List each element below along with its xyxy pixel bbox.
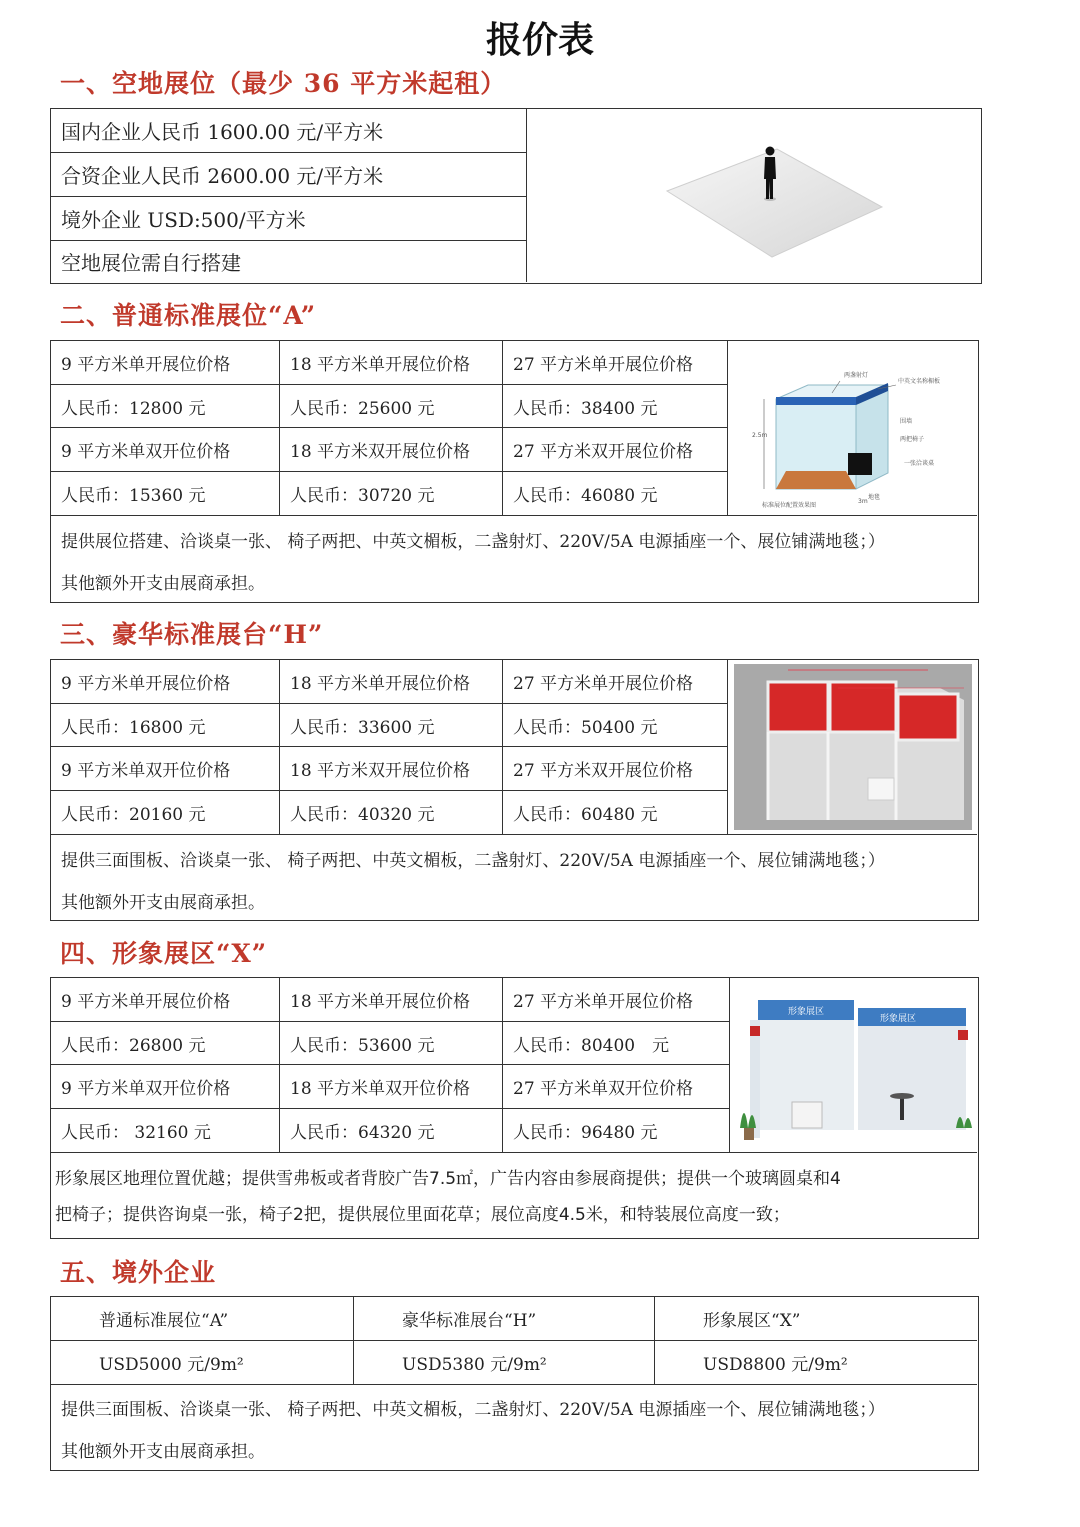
s4-cell: 9 平方米单双开位价格 bbox=[51, 1065, 280, 1109]
s3-cell: 人民币：16800 元 bbox=[51, 704, 280, 747]
s1-row-domestic: 国内企业人民币 1600.00 元/平方米 bbox=[51, 109, 527, 153]
s3-cell: 人民币：50400 元 bbox=[503, 704, 728, 747]
s2-cell: 9 平方米单双开位价格 bbox=[51, 428, 280, 472]
s2-cell: 人民币：30720 元 bbox=[280, 472, 503, 516]
s4-cell: 18 平方米单双开位价格 bbox=[280, 1065, 503, 1109]
s2-note-line1: 提供展位搭建、洽谈桌一张、 椅子两把、中英文楣板，二盏射灯、220V/5A 电源插座一个、展位铺满地毯；） bbox=[61, 532, 885, 552]
s2-cell: 18 平方米单开展位价格 bbox=[280, 341, 503, 385]
s4-cell: 9 平方米单开展位价格 bbox=[51, 978, 280, 1022]
s5-price-a: USD5000 元/9m² bbox=[51, 1341, 354, 1385]
s4-cell: 27 平方米单开展位价格 bbox=[503, 978, 730, 1022]
section-5-table bbox=[50, 1296, 979, 1471]
s5-price-x: USD8800 元/9m² bbox=[655, 1341, 977, 1385]
s2-cell: 人民币：38400 元 bbox=[503, 385, 728, 428]
section-1-heading: 一、空地展位（最少 36 平方米起租） bbox=[60, 69, 507, 98]
s2-img-label: 地毯 bbox=[868, 494, 881, 501]
s3-cell: 人民币：60480 元 bbox=[503, 791, 728, 835]
s1-row-overseas: 境外企业 USD:500/平方米 bbox=[51, 197, 527, 241]
s4-note-line1: 形象展区地理位置优越；提供雪弗板或者背胶广告7.5㎡，广告内容由参展商提供；提供一个玻璃圆桌和4 bbox=[55, 1169, 841, 1189]
luxury-booth-image bbox=[728, 660, 977, 835]
s4-cell: 人民币：80400 元 bbox=[503, 1022, 730, 1065]
image-zone-booth-image bbox=[730, 978, 977, 1153]
s2-img-label: 两把椅子 bbox=[900, 436, 925, 443]
s2-cell: 18 平方米双开展位价格 bbox=[280, 428, 503, 472]
s5-header-a: 普通标准展位“A” bbox=[51, 1297, 354, 1341]
s2-img-label: 两盏射灯 bbox=[844, 372, 869, 379]
s2-img-label: 标准展位配置效果图 bbox=[762, 502, 817, 509]
s2-img-label: 一张洽谈桌 bbox=[904, 460, 935, 467]
s2-cell: 人民币：25600 元 bbox=[280, 385, 503, 428]
s4-img-label: 形象展区 bbox=[788, 1007, 825, 1017]
s3-cell: 9 平方米单开展位价格 bbox=[51, 660, 280, 704]
raw-space-image bbox=[527, 109, 980, 282]
s2-img-label: 2.5m bbox=[752, 432, 768, 439]
s3-cell: 27 平方米单开展位价格 bbox=[503, 660, 728, 704]
s4-cell: 18 平方米单开展位价格 bbox=[280, 978, 503, 1022]
s3-cell: 人民币：40320 元 bbox=[280, 791, 503, 835]
s1-row-selfbuild: 空地展位需自行搭建 bbox=[51, 241, 527, 282]
s3-cell: 18 平方米单开展位价格 bbox=[280, 660, 503, 704]
section-1-table bbox=[50, 108, 982, 284]
s4-note-line2: 把椅子；提供咨询桌一张，椅子2把，提供展位里面花草；展位高度4.5米，和特装展位高度一致； bbox=[55, 1205, 790, 1225]
s5-price-h: USD5380 元/9m² bbox=[354, 1341, 655, 1385]
s5-header-h: 豪华标准展台“H” bbox=[354, 1297, 655, 1341]
section-3-table bbox=[50, 659, 979, 921]
s2-cell: 人民币：12800 元 bbox=[51, 385, 280, 428]
section-3-heading: 三、豪华标准展台“H” bbox=[60, 620, 324, 649]
s3-cell: 18 平方米双开展位价格 bbox=[280, 747, 503, 791]
s4-img-label: 形象展区 bbox=[880, 1014, 917, 1024]
s5-note-line1: 提供三面围板、洽谈桌一张、 椅子两把、中英文楣板，二盏射灯、220V/5A 电源插座一个、展位铺满地毯；） bbox=[61, 1400, 885, 1420]
s2-img-label: 围墙 bbox=[900, 418, 913, 425]
s2-note-line2: 其他额外开支由展商承担。 bbox=[61, 574, 265, 594]
s4-cell: 人民币：53600 元 bbox=[280, 1022, 503, 1065]
s2-cell: 9 平方米单开展位价格 bbox=[51, 341, 280, 385]
s3-note-line1: 提供三面围板、洽谈桌一张、 椅子两把、中英文楣板，二盏射灯、220V/5A 电源插座一个、展位铺满地毯；） bbox=[61, 851, 885, 871]
s4-cell: 27 平方米单双开位价格 bbox=[503, 1065, 730, 1109]
s4-cell: 人民币：64320 元 bbox=[280, 1109, 503, 1153]
page-title: 报价表 bbox=[485, 20, 594, 61]
section-4-table bbox=[50, 977, 979, 1239]
s2-img-label: 3m bbox=[858, 498, 868, 505]
s4-cell: 人民币：96480 元 bbox=[503, 1109, 730, 1153]
standard-booth-image bbox=[728, 341, 977, 516]
section-2-table bbox=[50, 340, 979, 603]
s2-cell: 27 平方米单开展位价格 bbox=[503, 341, 728, 385]
s5-header-x: 形象展区“X” bbox=[655, 1297, 977, 1341]
s2-cell: 人民币：46080 元 bbox=[503, 472, 728, 516]
s3-note-line2: 其他额外开支由展商承担。 bbox=[61, 893, 265, 913]
s2-cell: 人民币：15360 元 bbox=[51, 472, 280, 516]
s2-img-label: 中英文名称楣板 bbox=[898, 378, 941, 385]
s1-row-joint: 合资企业人民币 2600.00 元/平方米 bbox=[51, 153, 527, 197]
s3-cell: 人民币：20160 元 bbox=[51, 791, 280, 835]
section-2-heading: 二、普通标准展位“A” bbox=[60, 301, 317, 330]
s4-cell: 人民币： 32160 元 bbox=[51, 1109, 280, 1153]
s3-cell: 人民币：33600 元 bbox=[280, 704, 503, 747]
section-5-heading: 五、境外企业 bbox=[60, 1258, 217, 1287]
s3-cell: 9 平方米单双开位价格 bbox=[51, 747, 280, 791]
section-4-heading: 四、形象展区“X” bbox=[60, 939, 268, 968]
s2-cell: 27 平方米双开展位价格 bbox=[503, 428, 728, 472]
s5-note-line2: 其他额外开支由展商承担。 bbox=[61, 1442, 265, 1462]
s3-cell: 27 平方米双开展位价格 bbox=[503, 747, 728, 791]
s4-cell: 人民币：26800 元 bbox=[51, 1022, 280, 1065]
